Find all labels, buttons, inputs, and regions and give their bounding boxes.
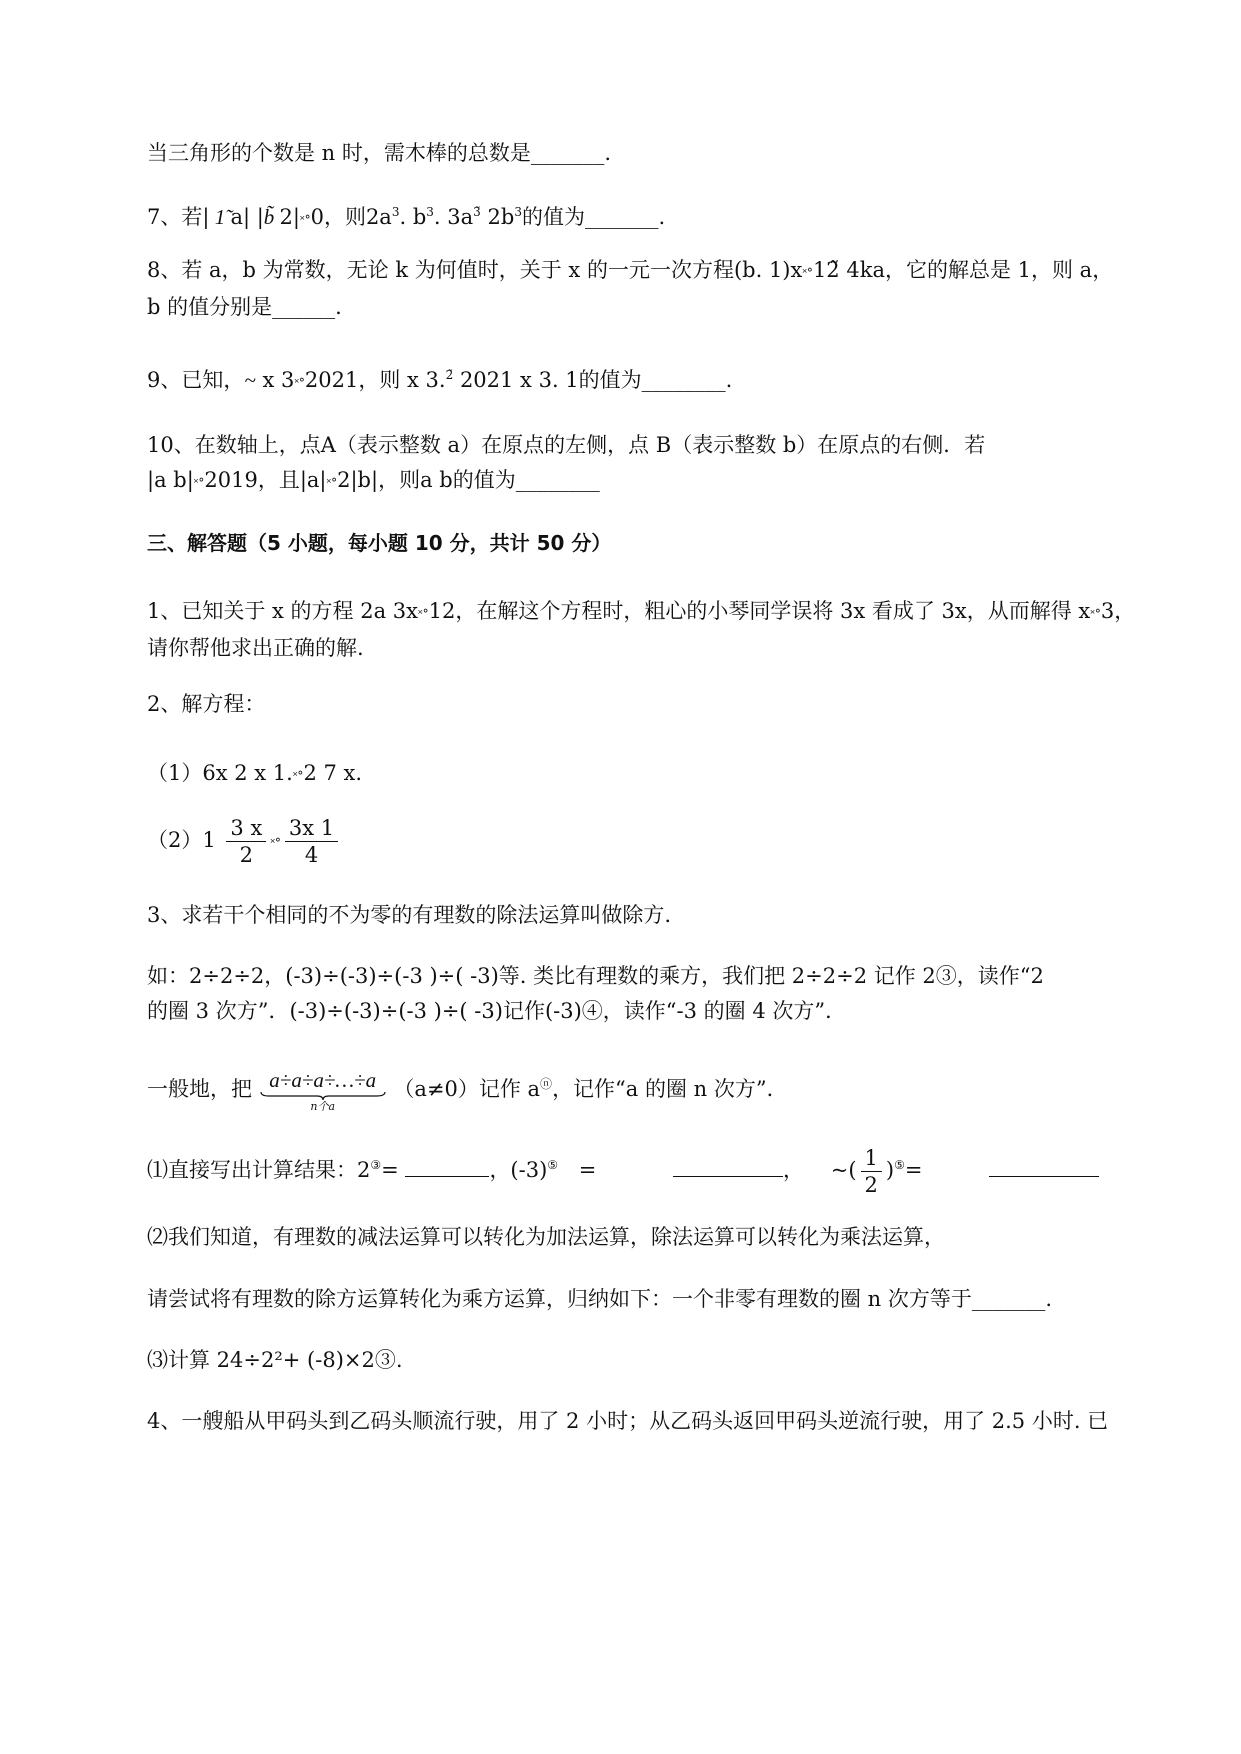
fraction-right: $\frac{3x 1}{4}$ [285,815,338,868]
question-7: 7、若| 1̃ a| |b̃ 2|˟°0，则$2a^3$. $b^3$. $3a^{3̃}$ $2b^3$的值为_______. [147,205,666,229]
fraction-half: $\frac{1}{2}$ [861,1145,882,1198]
problem-3-question-2: ⑵我们知道，有理数的减法运算可以转化为加法运算，除法运算可以转化为乘法运算， [147,1225,945,1249]
problem-2-part-2: （2）1 $\frac{3 x}{2}$ ˟° $\frac{3x 1}{4}$ [147,812,342,871]
problem-3: 3、求若干个相同的不为零的有理数的除法运算叫做除方. [147,903,672,927]
problem-3-example-1: 如：2÷2÷2，(-3)÷(-3)÷(-3 )÷( -3)等. 类比有理数的乘方，我们把 2÷2÷2 记作 2③，读作“2 [147,964,1044,988]
problem-3-question-1: ⑴直接写出计算结果：2③= ，(-3)⑤ = ， ~( $\frac{1}{2}$ )⑤= [147,1139,1099,1198]
question-10-cont: |a b|˟°2019，且|a|˟°2|b|，则a b的值为________ [147,468,600,492]
problem-1-cont: 请你帮他求出正确的解. [147,636,364,660]
question-8: 8、若 a，b 为常数，无论 k 为何值时，关于 x 的一元一次方程(b. 1)x˟°12̃ 4ka，它的解总是 1，则 a， [147,258,1114,282]
fraction-left: $\frac{3 x}{2}$ [226,815,266,868]
answer-blank-3[interactable] [989,1156,1099,1177]
problem-3-general: 一般地，把 a÷a÷a÷…÷a n个a （a≠0）记作 aⓝ，记作“a 的圈 n 次方”． [147,1067,788,1113]
problem-3-example-2: 的圈 3 次方”．(-3)÷(-3)÷(-3 )÷( -3)记作(-3)④，读作“-3 的圈 4 次方”． [147,999,847,1023]
problem-4: 4、一艘船从甲码头到乙码头顺流行驶，用了 2 小时；从乙码头返回甲码头逆流行驶，用了 2.5 小时. 已 [147,1409,1109,1433]
problem-3-question-3: ⑶计算 24÷2²+ (-8)×2③. [147,1348,403,1372]
problem-3-question-2-cont: 请尝试将有理数的除方运算转化为乘方运算，归纳如下：一个非零有理数的圈 n 次方等于_______. [147,1287,1053,1311]
answer-blank-2[interactable] [673,1156,783,1177]
question-10: 10、在数轴上，点A（表示整数 a）在原点的左侧，点 B（表示整数 b）在原点的右侧．若 [147,433,986,457]
answer-blank-1[interactable] [405,1156,489,1177]
section-3-heading: 三、解答题（5 小题，每小题 10 分，共计 50 分） [147,531,612,555]
problem-1: 1、已知关于 x 的方程 2a 3x˟°12，在解这个方程时，粗心的小琴同学误将 3x 看成了 3x，从而解得 x˟°3， [147,599,1136,623]
problem-2-part-1: （1）6x 2 x 1.˟°2 7 x. [147,761,363,785]
underbrace-expression: a÷a÷a÷…÷a n个a [259,1069,387,1113]
problem-2: 2、解方程： [147,692,266,716]
question-8-cont: b 的值分别是______. [147,295,342,319]
underbrace-icon [259,1091,387,1101]
text-line-triangle-sticks: 当三角形的个数是 n 时，需木棒的总数是_______. [147,141,612,165]
question-9: 9、已知，~ x 3˟°2021，则 x 3.$^{2̃}$ 2021 x 3. 1的值为________. [147,368,733,392]
